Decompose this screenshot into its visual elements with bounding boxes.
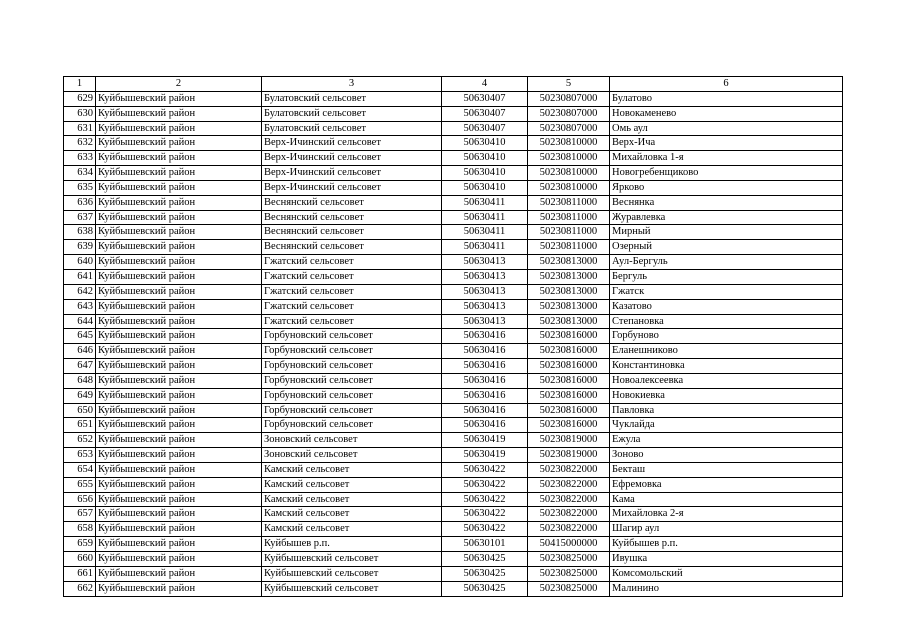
- okato-code-cell: 50630422: [442, 477, 528, 492]
- council-cell: Горбуновский сельсовет: [262, 344, 442, 359]
- okato-code-cell: 50630416: [442, 388, 528, 403]
- okato-code-cell: 50630416: [442, 344, 528, 359]
- row-number-cell: 637: [64, 210, 96, 225]
- settlement-cell: Казатово: [610, 299, 843, 314]
- council-cell: Верх-Ичинский сельсовет: [262, 136, 442, 151]
- council-cell: Гжатский сельсовет: [262, 284, 442, 299]
- okato-code-cell: 50630411: [442, 210, 528, 225]
- settlement-cell: Ивушка: [610, 552, 843, 567]
- council-cell: Куйбышевский сельсовет: [262, 552, 442, 567]
- okato-code-cell: 50630416: [442, 418, 528, 433]
- council-cell: Горбуновский сельсовет: [262, 373, 442, 388]
- council-cell: Горбуновский сельсовет: [262, 403, 442, 418]
- row-number-cell: 655: [64, 477, 96, 492]
- row-number-cell: 659: [64, 537, 96, 552]
- settlement-cell: Бекташ: [610, 462, 843, 477]
- okato-code-cell: 50630422: [442, 522, 528, 537]
- settlement-cell: Мирный: [610, 225, 843, 240]
- district-cell: Куйбышевский район: [96, 240, 262, 255]
- okato-code-cell: 50630425: [442, 566, 528, 581]
- table-row: [64, 255, 843, 270]
- district-cell: Куйбышевский район: [96, 136, 262, 151]
- okato-code-cell: 50630416: [442, 373, 528, 388]
- settlement-cell: Горбуново: [610, 329, 843, 344]
- row-number-cell: 654: [64, 462, 96, 477]
- settlement-cell: Бергуль: [610, 269, 843, 284]
- council-cell: Горбуновский сельсовет: [262, 359, 442, 374]
- council-cell: Веснянский сельсовет: [262, 210, 442, 225]
- council-cell: Булатовский сельсовет: [262, 121, 442, 136]
- row-number-cell: 651: [64, 418, 96, 433]
- council-cell: Горбуновский сельсовет: [262, 418, 442, 433]
- table-row: [64, 418, 843, 433]
- table-row: [64, 433, 843, 448]
- district-cell: Куйбышевский район: [96, 433, 262, 448]
- council-cell: Камский сельсовет: [262, 492, 442, 507]
- table-row: [64, 195, 843, 210]
- settlement-cell: Веснянка: [610, 195, 843, 210]
- row-number-cell: 652: [64, 433, 96, 448]
- oktmo-code-cell: 50230811000: [528, 195, 610, 210]
- oktmo-code-cell: 50230825000: [528, 552, 610, 567]
- table-row: [64, 373, 843, 388]
- council-cell: Гжатский сельсовет: [262, 299, 442, 314]
- header-cell-4: 4: [442, 77, 528, 92]
- row-number-cell: 640: [64, 255, 96, 270]
- district-cell: Куйбышевский район: [96, 225, 262, 240]
- okato-code-cell: 50630410: [442, 166, 528, 181]
- district-cell: Куйбышевский район: [96, 166, 262, 181]
- okato-code-cell: 50630413: [442, 255, 528, 270]
- okato-code-cell: 50630419: [442, 433, 528, 448]
- settlement-cell: Ярково: [610, 180, 843, 195]
- table-row: [64, 284, 843, 299]
- table-row: [64, 210, 843, 225]
- table-row: [64, 314, 843, 329]
- oktmo-code-cell: 50230819000: [528, 433, 610, 448]
- row-number-cell: 649: [64, 388, 96, 403]
- district-cell: Куйбышевский район: [96, 210, 262, 225]
- settlement-cell: Ефремовка: [610, 477, 843, 492]
- oktmo-code-cell: 50230811000: [528, 210, 610, 225]
- council-cell: Верх-Ичинский сельсовет: [262, 180, 442, 195]
- settlement-cell: Гжатск: [610, 284, 843, 299]
- council-cell: Куйбышевский сельсовет: [262, 566, 442, 581]
- settlement-cell: Михайловка 2-я: [610, 507, 843, 522]
- table-row: [64, 299, 843, 314]
- table-row: [64, 240, 843, 255]
- table-row: [64, 537, 843, 552]
- council-cell: Гжатский сельсовет: [262, 314, 442, 329]
- row-number-cell: 645: [64, 329, 96, 344]
- oktmo-code-cell: 50230807000: [528, 121, 610, 136]
- row-number-cell: 636: [64, 195, 96, 210]
- settlement-cell: Новоалексеевка: [610, 373, 843, 388]
- row-number-cell: 643: [64, 299, 96, 314]
- okato-code-cell: 50630407: [442, 121, 528, 136]
- table-row: [64, 166, 843, 181]
- oktmo-code-cell: 50230819000: [528, 448, 610, 463]
- district-cell: Куйбышевский район: [96, 522, 262, 537]
- oktmo-code-cell: 50230816000: [528, 373, 610, 388]
- district-cell: Куйбышевский район: [96, 359, 262, 374]
- district-cell: Куйбышевский район: [96, 255, 262, 270]
- oktmo-code-cell: 50230813000: [528, 284, 610, 299]
- header-cell-1: 1: [64, 77, 96, 92]
- row-number-cell: 642: [64, 284, 96, 299]
- district-cell: Куйбышевский район: [96, 492, 262, 507]
- okato-code-cell: 50630425: [442, 581, 528, 596]
- okato-code-cell: 50630410: [442, 136, 528, 151]
- district-cell: Куйбышевский район: [96, 477, 262, 492]
- header-cell-6: 6: [610, 77, 843, 92]
- header-cell-5: 5: [528, 77, 610, 92]
- settlement-cell: Журавлевка: [610, 210, 843, 225]
- settlement-cell: Комсомольский: [610, 566, 843, 581]
- district-cell: Куйбышевский район: [96, 418, 262, 433]
- district-cell: Куйбышевский район: [96, 269, 262, 284]
- district-cell: Куйбышевский район: [96, 195, 262, 210]
- row-number-cell: 653: [64, 448, 96, 463]
- council-cell: Веснянский сельсовет: [262, 195, 442, 210]
- data-table: [63, 76, 843, 597]
- oktmo-code-cell: 50230822000: [528, 507, 610, 522]
- settlement-cell: Аул-Бергуль: [610, 255, 843, 270]
- oktmo-code-cell: 50230825000: [528, 581, 610, 596]
- okato-code-cell: 50630413: [442, 284, 528, 299]
- row-number-cell: 650: [64, 403, 96, 418]
- row-number-cell: 631: [64, 121, 96, 136]
- oktmo-code-cell: 50230822000: [528, 477, 610, 492]
- table-row: [64, 403, 843, 418]
- header-cell-3: 3: [262, 77, 442, 92]
- district-cell: Куйбышевский район: [96, 448, 262, 463]
- table-row: [64, 344, 843, 359]
- okato-code-cell: 50630411: [442, 225, 528, 240]
- row-number-cell: 644: [64, 314, 96, 329]
- table-row: [64, 507, 843, 522]
- okato-code-cell: 50630413: [442, 269, 528, 284]
- table-row: [64, 552, 843, 567]
- row-number-cell: 639: [64, 240, 96, 255]
- district-cell: Куйбышевский район: [96, 180, 262, 195]
- settlement-cell: Зоново: [610, 448, 843, 463]
- oktmo-code-cell: 50230813000: [528, 314, 610, 329]
- oktmo-code-cell: 50230816000: [528, 418, 610, 433]
- oktmo-code-cell: 50230816000: [528, 403, 610, 418]
- row-number-cell: 661: [64, 566, 96, 581]
- district-cell: Куйбышевский район: [96, 462, 262, 477]
- settlement-cell: Павловка: [610, 403, 843, 418]
- okato-code-cell: 50630413: [442, 314, 528, 329]
- council-cell: Гжатский сельсовет: [262, 255, 442, 270]
- district-cell: Куйбышевский район: [96, 314, 262, 329]
- table-row: [64, 492, 843, 507]
- header-cell-2: 2: [96, 77, 262, 92]
- settlement-cell: Новокаменево: [610, 106, 843, 121]
- table-row: [64, 225, 843, 240]
- district-cell: Куйбышевский район: [96, 566, 262, 581]
- table-header: [64, 77, 843, 92]
- council-cell: Веснянский сельсовет: [262, 240, 442, 255]
- settlement-cell: Новогребенщиково: [610, 166, 843, 181]
- okato-code-cell: 50630410: [442, 180, 528, 195]
- table-row: [64, 448, 843, 463]
- district-cell: Куйбышевский район: [96, 106, 262, 121]
- district-cell: Куйбышевский район: [96, 388, 262, 403]
- oktmo-code-cell: 50230813000: [528, 269, 610, 284]
- row-number-cell: 635: [64, 180, 96, 195]
- council-cell: Горбуновский сельсовет: [262, 388, 442, 403]
- district-cell: Куйбышевский район: [96, 151, 262, 166]
- table-row: [64, 136, 843, 151]
- settlement-cell: Кама: [610, 492, 843, 507]
- district-cell: Куйбышевский район: [96, 329, 262, 344]
- row-number-cell: 662: [64, 581, 96, 596]
- oktmo-code-cell: 50230813000: [528, 299, 610, 314]
- council-cell: Булатовский сельсовет: [262, 91, 442, 106]
- settlement-cell: Верх-Ича: [610, 136, 843, 151]
- oktmo-code-cell: 50230807000: [528, 91, 610, 106]
- oktmo-code-cell: 50230807000: [528, 106, 610, 121]
- oktmo-code-cell: 50230822000: [528, 462, 610, 477]
- council-cell: Камский сельсовет: [262, 522, 442, 537]
- okato-code-cell: 50630422: [442, 507, 528, 522]
- table-row: [64, 269, 843, 284]
- row-number-cell: 633: [64, 151, 96, 166]
- district-cell: Куйбышевский район: [96, 537, 262, 552]
- table-row: [64, 151, 843, 166]
- oktmo-code-cell: 50230811000: [528, 240, 610, 255]
- row-number-cell: 629: [64, 91, 96, 106]
- district-cell: Куйбышевский район: [96, 121, 262, 136]
- council-cell: Булатовский сельсовет: [262, 106, 442, 121]
- okato-code-cell: 50630101: [442, 537, 528, 552]
- settlement-cell: Константиновка: [610, 359, 843, 374]
- settlement-cell: Новокиевка: [610, 388, 843, 403]
- oktmo-code-cell: 50230810000: [528, 166, 610, 181]
- settlement-cell: Озерный: [610, 240, 843, 255]
- table-row: [64, 477, 843, 492]
- table-row: [64, 522, 843, 537]
- settlement-cell: Булатово: [610, 91, 843, 106]
- row-number-cell: 658: [64, 522, 96, 537]
- oktmo-code-cell: 50230816000: [528, 344, 610, 359]
- table-row: [64, 180, 843, 195]
- council-cell: Гжатский сельсовет: [262, 269, 442, 284]
- district-cell: Куйбышевский район: [96, 373, 262, 388]
- settlement-cell: Степановка: [610, 314, 843, 329]
- district-cell: Куйбышевский район: [96, 284, 262, 299]
- council-cell: Камский сельсовет: [262, 477, 442, 492]
- oktmo-code-cell: 50230822000: [528, 522, 610, 537]
- district-cell: Куйбышевский район: [96, 507, 262, 522]
- row-number-cell: 634: [64, 166, 96, 181]
- table-body: [64, 91, 843, 596]
- district-cell: Куйбышевский район: [96, 344, 262, 359]
- okato-code-cell: 50630422: [442, 462, 528, 477]
- settlement-cell: Малинино: [610, 581, 843, 596]
- row-number-cell: 647: [64, 359, 96, 374]
- oktmo-code-cell: 50230816000: [528, 388, 610, 403]
- table-row: [64, 566, 843, 581]
- oktmo-code-cell: 50230825000: [528, 566, 610, 581]
- settlement-cell: Омь аул: [610, 121, 843, 136]
- council-cell: Камский сельсовет: [262, 507, 442, 522]
- district-cell: Куйбышевский район: [96, 403, 262, 418]
- table-row: [64, 388, 843, 403]
- settlement-cell: Еланешниково: [610, 344, 843, 359]
- council-cell: Зоновский сельсовет: [262, 448, 442, 463]
- oktmo-code-cell: 50230810000: [528, 151, 610, 166]
- okato-code-cell: 50630425: [442, 552, 528, 567]
- council-cell: Куйбышев р.п.: [262, 537, 442, 552]
- oktmo-code-cell: 50230816000: [528, 359, 610, 374]
- okato-code-cell: 50630413: [442, 299, 528, 314]
- okato-code-cell: 50630407: [442, 91, 528, 106]
- table-row: [64, 462, 843, 477]
- row-number-cell: 660: [64, 552, 96, 567]
- oktmo-code-cell: 50230813000: [528, 255, 610, 270]
- oktmo-code-cell: 50230810000: [528, 136, 610, 151]
- row-number-cell: 632: [64, 136, 96, 151]
- council-cell: Камский сельсовет: [262, 462, 442, 477]
- row-number-cell: 656: [64, 492, 96, 507]
- oktmo-code-cell: 50230811000: [528, 225, 610, 240]
- council-cell: Горбуновский сельсовет: [262, 329, 442, 344]
- council-cell: Куйбышевский сельсовет: [262, 581, 442, 596]
- row-number-cell: 638: [64, 225, 96, 240]
- settlement-cell: Шагир аул: [610, 522, 843, 537]
- council-cell: Веснянский сельсовет: [262, 225, 442, 240]
- table-row: [64, 106, 843, 121]
- row-number-cell: 646: [64, 344, 96, 359]
- oktmo-code-cell: 50230822000: [528, 492, 610, 507]
- council-cell: Верх-Ичинский сельсовет: [262, 151, 442, 166]
- district-cell: Куйбышевский район: [96, 552, 262, 567]
- header-row: [64, 77, 843, 92]
- table-row: [64, 329, 843, 344]
- okato-code-cell: 50630411: [442, 240, 528, 255]
- okato-code-cell: 50630411: [442, 195, 528, 210]
- district-cell: Куйбышевский район: [96, 91, 262, 106]
- okato-code-cell: 50630416: [442, 329, 528, 344]
- okato-code-cell: 50630419: [442, 448, 528, 463]
- table-row: [64, 121, 843, 136]
- row-number-cell: 641: [64, 269, 96, 284]
- settlement-cell: Михайловка 1-я: [610, 151, 843, 166]
- settlement-cell: Куйбышев р.п.: [610, 537, 843, 552]
- settlement-cell: Чуклайда: [610, 418, 843, 433]
- settlement-cell: Ежула: [610, 433, 843, 448]
- council-cell: Верх-Ичинский сельсовет: [262, 166, 442, 181]
- okato-code-cell: 50630410: [442, 151, 528, 166]
- okato-code-cell: 50630416: [442, 403, 528, 418]
- council-cell: Зоновский сельсовет: [262, 433, 442, 448]
- okato-code-cell: 50630416: [442, 359, 528, 374]
- district-cell: Куйбышевский район: [96, 299, 262, 314]
- row-number-cell: 648: [64, 373, 96, 388]
- oktmo-code-cell: 50230810000: [528, 180, 610, 195]
- okato-code-cell: 50630407: [442, 106, 528, 121]
- row-number-cell: 657: [64, 507, 96, 522]
- table-row: [64, 359, 843, 374]
- oktmo-code-cell: 50230816000: [528, 329, 610, 344]
- table-row: [64, 581, 843, 596]
- district-cell: Куйбышевский район: [96, 581, 262, 596]
- oktmo-code-cell: 50415000000: [528, 537, 610, 552]
- row-number-cell: 630: [64, 106, 96, 121]
- okato-code-cell: 50630422: [442, 492, 528, 507]
- table-row: [64, 91, 843, 106]
